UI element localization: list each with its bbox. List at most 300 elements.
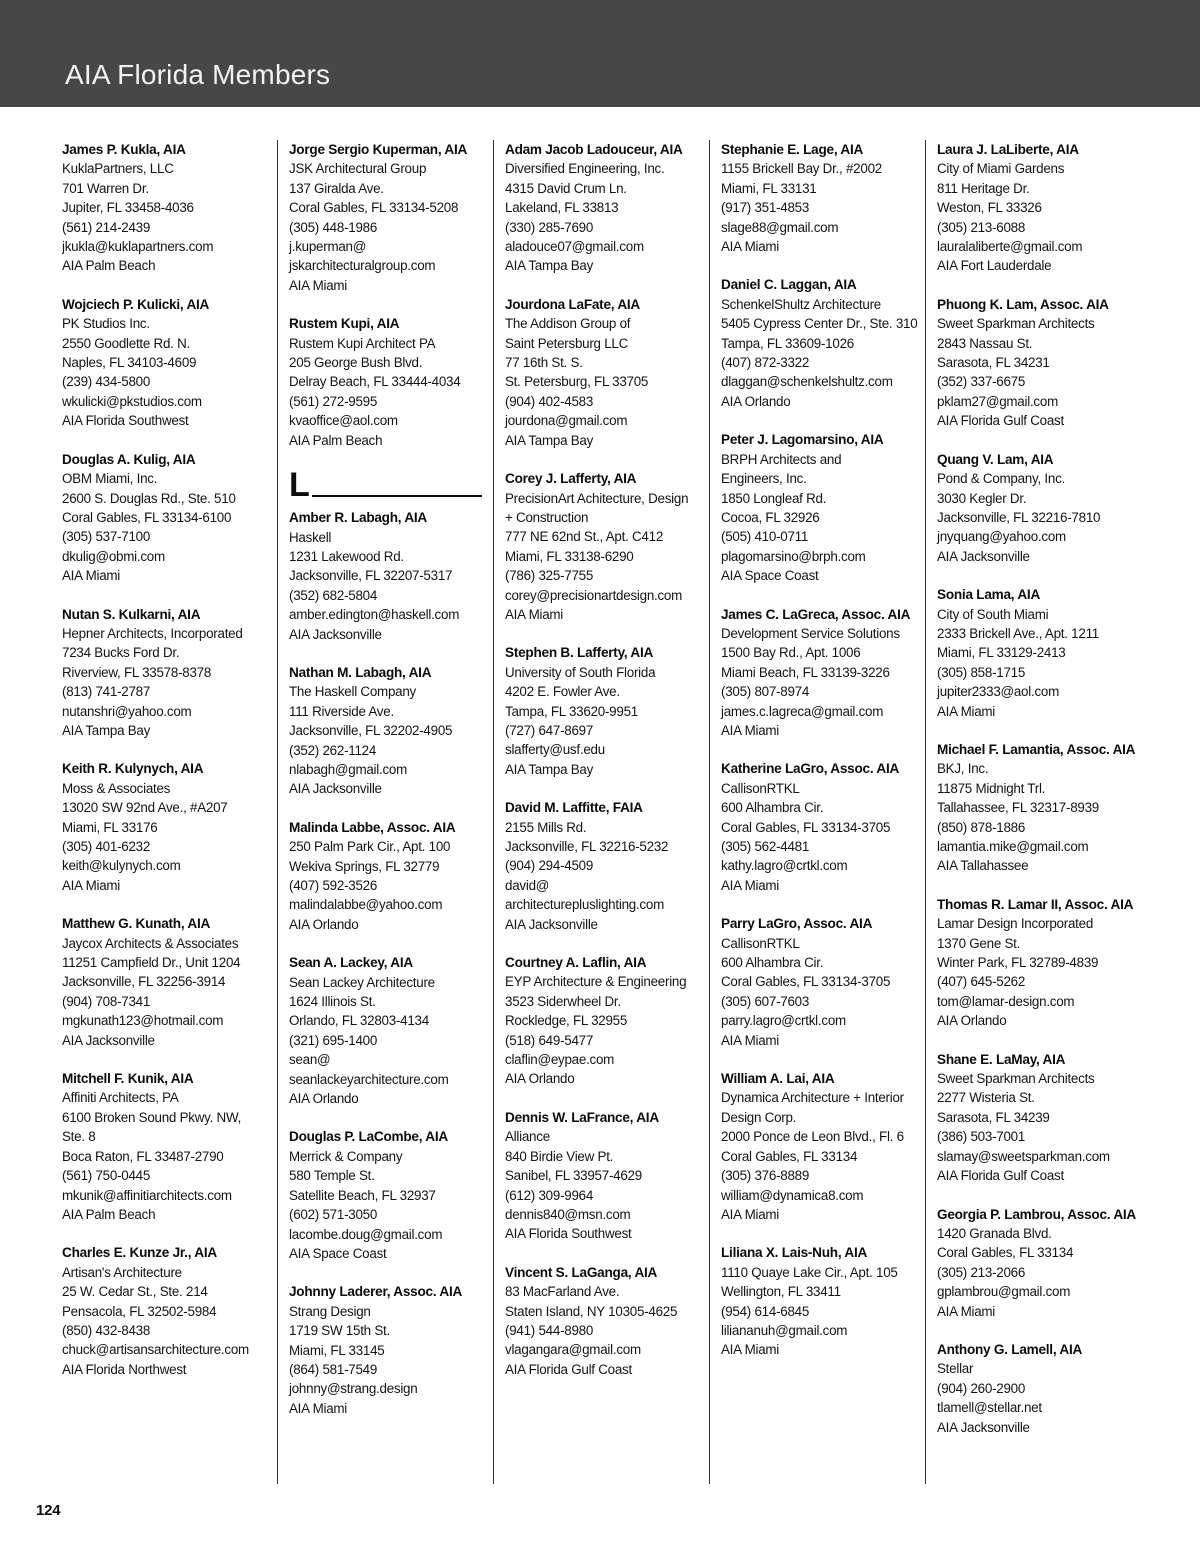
member-name: Anthony G. Lamell, AIA <box>937 1341 1083 1357</box>
member-entry <box>62 914 266 1050</box>
member-detail-line: Wekiva Springs, FL 32779 <box>289 858 440 874</box>
member-detail-line: corey@precisionartdesign.com <box>505 587 683 603</box>
member-detail-line: AIA Miami <box>721 1032 780 1048</box>
member-name: Corey J. Lafferty, AIA <box>505 471 637 487</box>
member-detail-line: Haskell <box>289 529 332 545</box>
member-detail-line: 2843 Nassau St. <box>937 335 1033 351</box>
member-detail-line: (864) 581-7549 <box>289 1361 378 1377</box>
directory-column-3 <box>494 140 710 1484</box>
member-name: Douglas A. Kulig, AIA <box>62 451 196 467</box>
member-name: Matthew G. Kunath, AIA <box>62 916 211 932</box>
member-entry <box>721 1243 914 1359</box>
member-detail-line: lamantia.mike@gmail.com <box>937 839 1089 854</box>
member-detail-line: pklam27@gmail.com <box>937 393 1058 409</box>
member-entry <box>62 759 266 895</box>
member-name: Sean A. Lackey, AIA <box>289 955 413 971</box>
member-entry <box>721 914 914 1050</box>
member-detail-line: j.kuperman@ <box>289 239 367 255</box>
directory-columns <box>62 140 1142 1484</box>
member-detail-line: Coral Gables, FL 33134-6100 <box>62 509 232 525</box>
member-detail-line: AIA Florida Gulf Coast <box>937 413 1064 429</box>
member-detail-line: KuklaPartners, LLC <box>62 161 174 177</box>
member-detail-line: Coral Gables, FL 33134 <box>937 1245 1074 1261</box>
member-detail-line: AIA Palm Beach <box>62 1206 156 1222</box>
member-detail-line: Satellite Beach, FL 32937 <box>289 1187 436 1203</box>
member-detail-line: 1155 Brickell Bay Dr., #2002 <box>721 161 882 177</box>
member-detail-line: 600 Alhambra Cir. <box>721 955 824 971</box>
member-detail-line: SchenkelShultz Architecture <box>721 296 881 312</box>
member-detail-line: AIA Orlando <box>937 1013 1007 1029</box>
member-detail-line: tlamell@stellar.net <box>937 1400 1042 1416</box>
member-detail-line: Lakeland, FL 33813 <box>505 200 619 216</box>
member-detail-line: Winter Park, FL 32789-4839 <box>937 955 1099 971</box>
member-entry <box>62 295 266 431</box>
directory-column-4 <box>710 140 926 1484</box>
member-name: David M. Laffitte, FAIA <box>505 800 643 816</box>
member-detail-line: AIA Florida Northwest <box>62 1361 187 1377</box>
member-detail-line: 77 16th St. S. <box>505 355 583 371</box>
member-name: Laura J. LaLiberte, AIA <box>937 142 1079 157</box>
member-detail-line: (305) 448-1986 <box>289 219 378 235</box>
member-detail-line: Pensacola, FL 32502-5984 <box>62 1303 217 1319</box>
member-detail-line: 2155 Mills Rd. <box>505 819 587 835</box>
member-detail-line: (561) 750-0445 <box>62 1168 151 1184</box>
member-detail-line: Design Corp. <box>721 1109 797 1125</box>
member-detail-line: (904) 294-4509 <box>505 858 594 874</box>
member-entry <box>289 818 482 934</box>
member-name: William A. Lai, AIA <box>721 1071 835 1087</box>
member-detail-line: amber.edington@haskell.com <box>289 607 460 623</box>
member-name: Stephanie E. Lage, AIA <box>721 142 864 157</box>
member-detail-line: mgkunath123@hotmail.com <box>62 1013 224 1029</box>
member-detail-line: 4202 E. Fowler Ave. <box>505 684 620 700</box>
member-detail-line: 1624 Illinois St. <box>289 994 376 1010</box>
member-detail-line: 2277 Wisteria St. <box>937 1090 1035 1106</box>
member-entry <box>721 605 914 741</box>
member-detail-line: (561) 214-2439 <box>62 219 151 235</box>
member-detail-line: Rustem Kupi Architect PA <box>289 335 436 351</box>
member-entry <box>721 759 914 895</box>
member-detail-line: keith@kulynych.com <box>62 858 181 874</box>
member-detail-line: AIA Miami <box>721 1342 780 1358</box>
member-name: Nutan S. Kulkarni, AIA <box>62 606 201 622</box>
member-detail-line: Engineers, Inc. <box>721 471 807 487</box>
member-detail-line: mkunik@affinitiarchitects.com <box>62 1187 232 1203</box>
member-detail-line: gplambrou@gmail.com <box>937 1284 1071 1300</box>
member-detail-line: Sanibel, FL 33957-4629 <box>505 1168 642 1184</box>
member-detail-line: 13020 SW 92nd Ave., #A207 <box>62 800 228 816</box>
member-detail-line: (505) 410-0711 <box>721 529 809 545</box>
member-detail-line: 2333 Brickell Ave., Apt. 1211 <box>937 625 1099 641</box>
member-detail-line: dennis840@msn.com <box>505 1206 631 1222</box>
member-entry <box>937 1205 1142 1321</box>
member-name: Malinda Labbe, Assoc. AIA <box>289 819 456 835</box>
member-detail-line: (561) 272-9595 <box>289 393 378 409</box>
member-name: Daniel C. Laggan, AIA <box>721 277 857 293</box>
member-detail-line: Tampa, FL 33609-1026 <box>721 335 854 351</box>
member-name: James C. LaGreca, Assoc. AIA <box>721 606 911 622</box>
member-entry <box>937 295 1142 431</box>
member-name: Sonia Lama, AIA <box>937 587 1041 603</box>
letter-section-label: L <box>289 466 310 505</box>
member-detail-line: 840 Birdie View Pt. <box>505 1148 614 1164</box>
member-name: Johnny Laderer, Assoc. AIA <box>289 1284 463 1300</box>
member-detail-line: OBM Miami, Inc. <box>62 471 158 487</box>
member-detail-line: Coral Gables, FL 33134-3705 <box>721 974 891 990</box>
member-detail-line: Coral Gables, FL 33134-5208 <box>289 200 459 216</box>
member-entry <box>505 295 698 450</box>
member-entry <box>505 140 698 276</box>
member-detail-line: Ste. 8 <box>62 1129 96 1145</box>
member-detail-line: Dynamica Architecture + Interior <box>721 1090 904 1106</box>
member-detail-line: JSK Architectural Group <box>289 161 427 177</box>
member-detail-line: AIA Miami <box>721 722 780 738</box>
member-detail-line: (352) 262-1124 <box>289 742 377 758</box>
member-entry <box>289 508 482 644</box>
member-name: Charles E. Kunze Jr., AIA <box>62 1245 217 1261</box>
member-detail-line: Stellar <box>937 1361 974 1377</box>
letter-section-divider <box>289 466 482 505</box>
member-name: Stephen B. Lafferty, AIA <box>505 645 654 661</box>
member-entry <box>62 140 266 276</box>
member-detail-line: (904) 708-7341 <box>62 993 151 1009</box>
member-name: Quang V. Lam, AIA <box>937 451 1054 467</box>
member-detail-line: Jacksonville, FL 32256-3914 <box>62 974 226 990</box>
member-entry <box>721 275 918 411</box>
member-detail-line: Sweet Sparkman Architects <box>937 316 1095 332</box>
member-detail-line: david@ <box>505 877 550 893</box>
member-detail-line: Miami Beach, FL 33139-3226 <box>721 664 890 680</box>
member-detail-line: 25 W. Cedar St., Ste. 214 <box>62 1284 208 1300</box>
member-detail-line: Pond & Company, Inc. <box>937 471 1065 487</box>
member-name: Vincent S. LaGanga, AIA <box>505 1264 658 1280</box>
member-detail-line: Jacksonville, FL 32207-5317 <box>289 568 453 584</box>
member-detail-line: CallisonRTKL <box>721 780 800 796</box>
member-detail-line: (917) 351-4853 <box>721 200 810 216</box>
member-detail-line: malindalabbe@yahoo.com <box>289 897 443 913</box>
member-detail-line: aladouce07@gmail.com <box>505 239 644 255</box>
member-detail-line: AIA Florida Southwest <box>505 1226 632 1242</box>
member-detail-line: 2550 Goodlette Rd. N. <box>62 335 190 351</box>
member-detail-line: (850) 878-1886 <box>937 819 1026 835</box>
member-detail-line: (305) 213-6088 <box>937 219 1026 235</box>
member-detail-line: claflin@eypae.com <box>505 1052 615 1068</box>
member-name: James P. Kukla, AIA <box>62 142 186 157</box>
member-detail-line: kathy.lagro@crtkl.com <box>721 858 848 874</box>
member-name: Douglas P. LaCombe, AIA <box>289 1129 448 1145</box>
member-detail-line: Orlando, FL 32803-4134 <box>289 1013 429 1029</box>
member-detail-line: 83 MacFarland Ave. <box>505 1284 620 1300</box>
member-detail-line: tom@lamar-design.com <box>937 993 1075 1009</box>
member-detail-line: AIA Orlando <box>289 1091 359 1107</box>
member-name: Parry LaGro, Assoc. AIA <box>721 916 873 932</box>
member-detail-line: (602) 571-3050 <box>289 1207 378 1223</box>
member-detail-line: City of Miami Gardens <box>937 161 1065 177</box>
member-detail-line: AIA Tampa Bay <box>505 761 594 777</box>
member-detail-line: PK Studios Inc. <box>62 316 150 332</box>
letter-section-rule <box>312 495 482 497</box>
member-detail-line: (321) 695-1400 <box>289 1032 378 1048</box>
directory-column-1 <box>62 140 278 1484</box>
member-detail-line: AIA Orlando <box>289 916 359 932</box>
member-detail-line: Jaycox Architects & Associates <box>62 935 239 951</box>
member-detail-line: + Construction <box>505 509 589 525</box>
member-entry <box>289 663 482 799</box>
member-detail-line: AIA Jacksonville <box>937 548 1030 564</box>
member-detail-line: (386) 503-7001 <box>937 1129 1026 1145</box>
member-detail-line: jkukla@kuklapartners.com <box>62 239 214 255</box>
member-detail-line: AIA Florida Gulf Coast <box>937 1168 1064 1184</box>
member-entry <box>505 469 698 624</box>
member-entry <box>62 1069 266 1224</box>
member-detail-line: Cocoa, FL 32926 <box>721 509 820 525</box>
member-detail-line: (305) 213-2066 <box>937 1264 1026 1280</box>
member-detail-line: AIA Jacksonville <box>289 781 382 797</box>
member-detail-line: architecturepluslighting.com <box>505 897 664 913</box>
member-detail-line: Artisan's Architecture <box>62 1264 182 1280</box>
member-detail-line: (407) 592-3526 <box>289 878 378 893</box>
member-detail-line: (305) 562-4481 <box>721 839 810 854</box>
member-detail-line: 1850 Longleaf Rd. <box>721 490 827 506</box>
member-detail-line: AIA Space Coast <box>721 568 819 584</box>
member-detail-line: Tampa, FL 33620-9951 <box>505 703 638 719</box>
member-detail-line: 3523 Siderwheel Dr. <box>505 993 621 1009</box>
member-entry <box>505 643 698 779</box>
member-detail-line: 2600 S. Douglas Rd., Ste. 510 <box>62 490 236 506</box>
member-entry <box>62 1243 266 1379</box>
member-detail-line: Miami, FL 33138-6290 <box>505 548 634 564</box>
member-detail-line: 777 NE 62nd St., Apt. C412 <box>505 529 664 545</box>
member-detail-line: (305) 858-1715 <box>937 664 1026 680</box>
member-name: Keith R. Kulynych, AIA <box>62 761 204 777</box>
member-detail-line: (813) 741-2787 <box>62 684 151 700</box>
member-detail-line: Alliance <box>505 1129 550 1145</box>
member-name: Phuong K. Lam, Assoc. AIA <box>937 296 1109 312</box>
member-entry <box>505 1263 698 1379</box>
member-detail-line: AIA Tampa Bay <box>505 258 594 274</box>
member-detail-line: Jacksonville, FL 32216-5232 <box>505 839 669 854</box>
member-detail-line: AIA Space Coast <box>289 1245 387 1261</box>
member-name: Katherine LaGro, Assoc. AIA <box>721 761 900 777</box>
member-detail-line: plagomarsino@brph.com <box>721 548 866 564</box>
member-detail-line: AIA Miami <box>289 277 348 293</box>
member-detail-line: 7234 Bucks Ford Dr. <box>62 645 180 661</box>
member-detail-line: william@dynamica8.com <box>721 1187 864 1203</box>
member-detail-line: AIA Miami <box>62 568 121 584</box>
member-detail-line: slage88@gmail.com <box>721 219 839 235</box>
directory-column-2 <box>278 140 494 1484</box>
member-detail-line: (612) 309-9964 <box>505 1187 594 1203</box>
member-detail-line: chuck@artisansarchitecture.com <box>62 1342 249 1358</box>
member-detail-line: Affiniti Architects, PA <box>62 1090 179 1106</box>
member-detail-line: 2000 Ponce de Leon Blvd., Fl. 6 <box>721 1129 904 1145</box>
page-title: AIA Florida Members <box>65 59 331 90</box>
member-detail-line: 580 Temple St. <box>289 1168 375 1184</box>
member-detail-line: kvaoffice@aol.com <box>289 413 398 429</box>
member-detail-line: Development Service Solutions <box>721 625 900 641</box>
member-entry <box>721 430 914 585</box>
member-detail-line: Staten Island, NY 10305-4625 <box>505 1303 678 1319</box>
member-detail-line: dkulig@obmi.com <box>62 548 165 564</box>
member-entry <box>937 450 1142 566</box>
member-detail-line: Sweet Sparkman Architects <box>937 1071 1095 1087</box>
member-name: Michael F. Lamantia, Assoc. AIA <box>937 741 1136 757</box>
member-entry <box>721 1069 914 1224</box>
member-name: Courtney A. Laflin, AIA <box>505 955 647 971</box>
member-detail-line: PrecisionArt Achitecture, Design <box>505 490 689 506</box>
member-detail-line: Merrick & Company <box>289 1148 403 1164</box>
member-detail-line: 1500 Bay Rd., Apt. 1006 <box>721 645 861 661</box>
member-detail-line: Jupiter, FL 33458-4036 <box>62 200 194 216</box>
member-detail-line: (941) 544-8980 <box>505 1322 594 1338</box>
member-detail-line: 205 George Bush Blvd. <box>289 355 423 371</box>
member-name: Dennis W. LaFrance, AIA <box>505 1109 659 1125</box>
member-detail-line: AIA Orlando <box>505 1071 575 1087</box>
member-detail-line: 1110 Quaye Lake Cir., Apt. 105 <box>721 1264 898 1280</box>
member-detail-line: Saint Petersburg LLC <box>505 335 629 351</box>
member-detail-line: seanlackeyarchitecture.com <box>289 1071 449 1087</box>
member-detail-line: AIA Jacksonville <box>62 1032 155 1048</box>
member-detail-line: AIA Florida Southwest <box>62 413 189 429</box>
member-entry <box>62 450 266 586</box>
member-detail-line: AIA Miami <box>937 703 996 719</box>
member-detail-line: AIA Palm Beach <box>62 258 156 274</box>
member-detail-line: 701 Warren Dr. <box>62 180 149 196</box>
member-detail-line: AIA Fort Lauderdale <box>937 258 1052 274</box>
member-detail-line: (904) 402-4583 <box>505 393 594 409</box>
member-detail-line: AIA Tampa Bay <box>62 722 151 738</box>
member-detail-line: 4315 David Crum Ln. <box>505 180 627 196</box>
member-detail-line: Tallahassee, FL 32317-8939 <box>937 800 1099 816</box>
member-detail-line: nutanshri@yahoo.com <box>62 703 192 719</box>
member-detail-line: AIA Miami <box>721 1206 780 1222</box>
member-detail-line: dlaggan@schenkelshultz.com <box>721 374 893 390</box>
member-detail-line: AIA Miami <box>62 877 121 893</box>
member-detail-line: (727) 647-8697 <box>505 722 594 738</box>
member-detail-line: lacombe.doug@gmail.com <box>289 1226 443 1242</box>
member-detail-line: Jacksonville, FL 32216-7810 <box>937 509 1101 525</box>
member-detail-line: (407) 645-5262 <box>937 974 1026 990</box>
member-detail-line: vlagangara@gmail.com <box>505 1342 641 1358</box>
directory-column-5 <box>926 140 1142 1484</box>
member-detail-line: 811 Heritage Dr. <box>937 180 1030 196</box>
member-detail-line: 600 Alhambra Cir. <box>721 800 824 816</box>
member-entry <box>721 140 914 256</box>
member-detail-line: (330) 285-7690 <box>505 219 594 235</box>
member-entry <box>937 585 1142 721</box>
member-detail-line: (850) 432-8438 <box>62 1322 151 1338</box>
member-detail-line: AIA Tampa Bay <box>505 432 594 448</box>
member-detail-line: Sean Lackey Architecture <box>289 974 435 990</box>
member-detail-line: Delray Beach, FL 33444-4034 <box>289 374 461 390</box>
member-detail-line: Wellington, FL 33411 <box>721 1284 841 1300</box>
member-detail-line: (305) 607-7603 <box>721 993 810 1009</box>
member-name: Wojciech P. Kulicki, AIA <box>62 296 210 312</box>
member-detail-line: (954) 614-6845 <box>721 1303 810 1319</box>
page-header-bar <box>0 0 1200 107</box>
member-detail-line: University of South Florida <box>505 664 656 680</box>
member-entry <box>937 1340 1142 1437</box>
member-detail-line: CallisonRTKL <box>721 935 800 951</box>
member-detail-line: 5405 Cypress Center Dr., Ste. 310 <box>721 316 918 332</box>
member-detail-line: (352) 682-5804 <box>289 587 378 603</box>
member-detail-line: AIA Miami <box>289 1400 348 1416</box>
member-detail-line: 3030 Kegler Dr. <box>937 490 1027 506</box>
member-detail-line: AIA Jacksonville <box>289 626 382 642</box>
member-detail-line: The Addison Group of <box>505 316 631 332</box>
member-detail-line: Sarasota, FL 34231 <box>937 355 1050 371</box>
member-detail-line: Boca Raton, FL 33487-2790 <box>62 1148 224 1164</box>
member-entry <box>937 895 1142 1031</box>
member-name: Amber R. Labagh, AIA <box>289 510 427 526</box>
member-entry <box>289 314 482 450</box>
member-detail-line: AIA Miami <box>721 239 780 255</box>
member-detail-line: City of South Miami <box>937 606 1049 622</box>
member-entry <box>937 740 1142 876</box>
member-detail-line: Hepner Architects, Incorporated <box>62 625 243 641</box>
member-entry <box>289 953 482 1108</box>
member-entry <box>505 953 698 1089</box>
member-name: Jourdona LaFate, AIA <box>505 296 640 312</box>
member-detail-line: 6100 Broken Sound Pkwy. NW, <box>62 1109 242 1125</box>
member-detail-line: lauralaliberte@gmail.com <box>937 239 1083 255</box>
member-detail-line: liliananuh@gmail.com <box>721 1322 848 1338</box>
member-name: Rustem Kupi, AIA <box>289 316 400 332</box>
member-name: Liliana X. Lais-Nuh, AIA <box>721 1245 868 1261</box>
member-detail-line: Diversified Engineering, Inc. <box>505 161 665 177</box>
member-name: Peter J. Lagomarsino, AIA <box>721 432 884 448</box>
member-detail-line: 11251 Campfield Dr., Unit 1204 <box>62 955 241 971</box>
member-detail-line: jskarchitecturalgroup.com <box>289 258 436 274</box>
member-detail-line: AIA Jacksonville <box>505 916 598 932</box>
member-detail-line: EYP Architecture & Engineering <box>505 974 687 990</box>
member-detail-line: 1719 SW 15th St. <box>289 1323 390 1339</box>
member-detail-line: AIA Florida Gulf Coast <box>505 1361 632 1377</box>
member-detail-line: The Haskell Company <box>289 684 416 700</box>
member-detail-line: AIA Miami <box>721 877 780 893</box>
member-detail-line: johnny@strang.design <box>289 1381 418 1397</box>
member-name: Georgia P. Lambrou, Assoc. AIA <box>937 1206 1136 1222</box>
member-detail-line: 250 Palm Park Cir., Apt. 100 <box>289 839 451 855</box>
member-detail-line: Weston, FL 33326 <box>937 200 1042 216</box>
member-detail-line: Jacksonville, FL 32202-4905 <box>289 723 453 739</box>
member-detail-line: AIA Tallahassee <box>937 858 1029 874</box>
member-detail-line: parry.lagro@crtkl.com <box>721 1013 846 1029</box>
member-entry <box>289 1282 482 1418</box>
member-detail-line: Moss & Associates <box>62 780 171 796</box>
member-detail-line: Miami, FL 33145 <box>289 1342 385 1358</box>
member-detail-line: (305) 401-6232 <box>62 839 151 854</box>
member-detail-line: AIA Miami <box>505 606 564 622</box>
member-detail-line: BKJ, Inc. <box>937 761 989 777</box>
member-entry <box>289 140 482 295</box>
member-detail-line: Miami, FL 33131 <box>721 180 817 196</box>
member-entry <box>62 605 266 741</box>
member-detail-line: wkulicki@pkstudios.com <box>62 393 202 409</box>
member-detail-line: nlabagh@gmail.com <box>289 761 408 777</box>
member-entry <box>937 140 1142 276</box>
member-detail-line: Sarasota, FL 34239 <box>937 1109 1050 1125</box>
member-detail-line: 137 Giralda Ave. <box>289 180 384 196</box>
member-detail-line: james.c.lagreca@gmail.com <box>721 703 884 719</box>
member-detail-line: Riverview, FL 33578-8378 <box>62 664 212 680</box>
member-detail-line: Lamar Design Incorporated <box>937 916 1094 932</box>
member-name: Adam Jacob Ladouceur, AIA <box>505 142 683 157</box>
member-detail-line: 111 Riverside Ave. <box>289 703 394 719</box>
member-name: Mitchell F. Kunik, AIA <box>62 1071 194 1087</box>
member-detail-line: 1370 Gene St. <box>937 935 1021 951</box>
member-detail-line: St. Petersburg, FL 33705 <box>505 374 649 390</box>
